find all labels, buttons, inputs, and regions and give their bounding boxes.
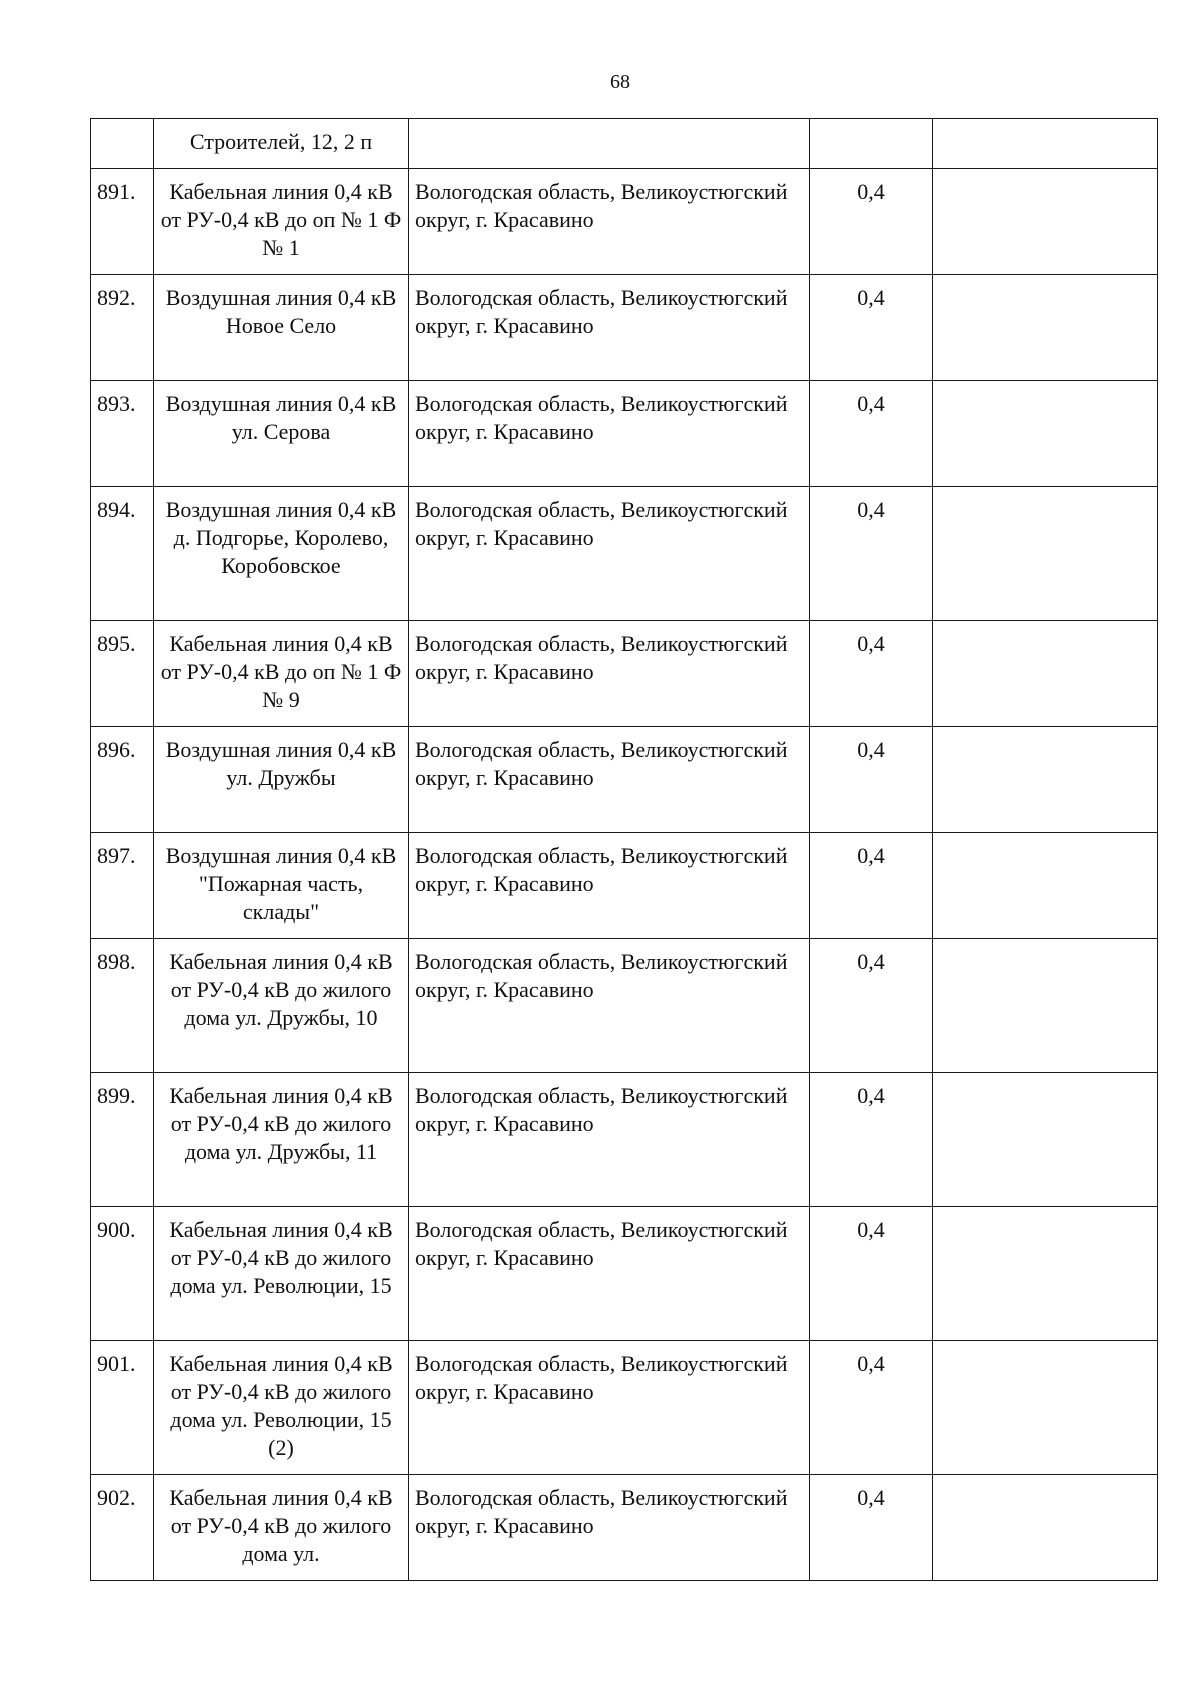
table-row (91, 1207, 1158, 1341)
cell-number (91, 119, 154, 169)
table-row (91, 1475, 1158, 1581)
cell-voltage: 0,4 (810, 621, 933, 727)
cell-object-name: Воздушная линия 0,4 кВ ул. Серова (154, 381, 409, 487)
cell-voltage: 0,4 (810, 833, 933, 939)
cell-number: 900. (91, 1207, 154, 1341)
cell-voltage: 0,4 (810, 487, 933, 621)
page-number: 68 (610, 71, 630, 93)
cell-number: 893. (91, 381, 154, 487)
cell-voltage: 0,4 (810, 1341, 933, 1475)
table-row-continued (91, 119, 1158, 169)
table-row (91, 833, 1158, 939)
cell-extra (933, 833, 1158, 939)
table-row (91, 275, 1158, 381)
cell-address: Вологодская область, Великоустюгский округ, г. Красавино (409, 381, 810, 487)
cell-extra (933, 381, 1158, 487)
cell-number: 891. (91, 169, 154, 275)
table-row (91, 1073, 1158, 1207)
cell-address: Вологодская область, Великоустюгский округ, г. Красавино (409, 727, 810, 833)
cell-extra (933, 621, 1158, 727)
cell-number: 896. (91, 727, 154, 833)
cell-voltage: 0,4 (810, 169, 933, 275)
table-row (91, 621, 1158, 727)
cell-address: Вологодская область, Великоустюгский округ, г. Красавино (409, 1207, 810, 1341)
cell-object-name: Кабельная линия 0,4 кВ от РУ-0,4 кВ до оп № 1 Ф № 1 (154, 169, 409, 275)
cell-object-name: Кабельная линия 0,4 кВ от РУ-0,4 кВ до жилого дома ул. Революции, 15 (154, 1207, 409, 1341)
cell-number: 902. (91, 1475, 154, 1581)
cell-object-name: Кабельная линия 0,4 кВ от РУ-0,4 кВ до оп № 1 Ф № 9 (154, 621, 409, 727)
cell-number: 898. (91, 939, 154, 1073)
cell-extra (933, 1341, 1158, 1475)
cell-address: Вологодская область, Великоустюгский округ, г. Красавино (409, 939, 810, 1073)
table-row (91, 939, 1158, 1073)
cell-voltage: 0,4 (810, 1073, 933, 1207)
cell-extra (933, 1475, 1158, 1581)
cell-voltage: 0,4 (810, 939, 933, 1073)
cell-object-name: Воздушная линия 0,4 кВ д. Подгорье, Королево, Коробовское (154, 487, 409, 621)
cell-number: 894. (91, 487, 154, 621)
cell-extra (933, 1073, 1158, 1207)
cell-voltage (810, 119, 933, 169)
cell-object-name: Кабельная линия 0,4 кВ от РУ-0,4 кВ до жилого дома ул. Дружбы, 10 (154, 939, 409, 1073)
cell-address: Вологодская область, Великоустюгский округ, г. Красавино (409, 833, 810, 939)
table-row (91, 727, 1158, 833)
table-row (91, 1341, 1158, 1475)
table-row (91, 381, 1158, 487)
cell-object-name: Воздушная линия 0,4 кВ "Пожарная часть, склады" (154, 833, 409, 939)
cell-address: Вологодская область, Великоустюгский округ, г. Красавино (409, 1341, 810, 1475)
cell-number: 897. (91, 833, 154, 939)
cell-extra (933, 487, 1158, 621)
cell-number: 895. (91, 621, 154, 727)
cell-address: Вологодская область, Великоустюгский округ, г. Красавино (409, 487, 810, 621)
cell-voltage: 0,4 (810, 1207, 933, 1341)
cell-voltage: 0,4 (810, 275, 933, 381)
cell-address: Вологодская область, Великоустюгский округ, г. Красавино (409, 1073, 810, 1207)
cell-object-name: Воздушная линия 0,4 кВ Новое Село (154, 275, 409, 381)
cell-address: Вологодская область, Великоустюгский округ, г. Красавино (409, 1475, 810, 1581)
cell-extra (933, 1207, 1158, 1341)
table-row (91, 169, 1158, 275)
cell-extra (933, 169, 1158, 275)
cell-extra (933, 275, 1158, 381)
cell-object-name: Строителей, 12, 2 п (154, 119, 409, 169)
cell-extra (933, 119, 1158, 169)
cell-voltage: 0,4 (810, 1475, 933, 1581)
cell-voltage: 0,4 (810, 727, 933, 833)
table-row (91, 487, 1158, 621)
cell-voltage: 0,4 (810, 381, 933, 487)
cell-extra (933, 939, 1158, 1073)
cell-number: 892. (91, 275, 154, 381)
cell-address: Вологодская область, Великоустюгский округ, г. Красавино (409, 275, 810, 381)
cell-number: 899. (91, 1073, 154, 1207)
cell-number: 901. (91, 1341, 154, 1475)
cell-object-name: Кабельная линия 0,4 кВ от РУ-0,4 кВ до жилого дома ул. Революции, 15 (2) (154, 1341, 409, 1475)
cell-address (409, 119, 810, 169)
cell-object-name: Кабельная линия 0,4 кВ от РУ-0,4 кВ до жилого дома ул. (154, 1475, 409, 1581)
cell-object-name: Кабельная линия 0,4 кВ от РУ-0,4 кВ до жилого дома ул. Дружбы, 11 (154, 1073, 409, 1207)
registry-table (90, 118, 1158, 1581)
cell-address: Вологодская область, Великоустюгский округ, г. Красавино (409, 169, 810, 275)
cell-object-name: Воздушная линия 0,4 кВ ул. Дружбы (154, 727, 409, 833)
cell-address: Вологодская область, Великоустюгский округ, г. Красавино (409, 621, 810, 727)
cell-extra (933, 727, 1158, 833)
